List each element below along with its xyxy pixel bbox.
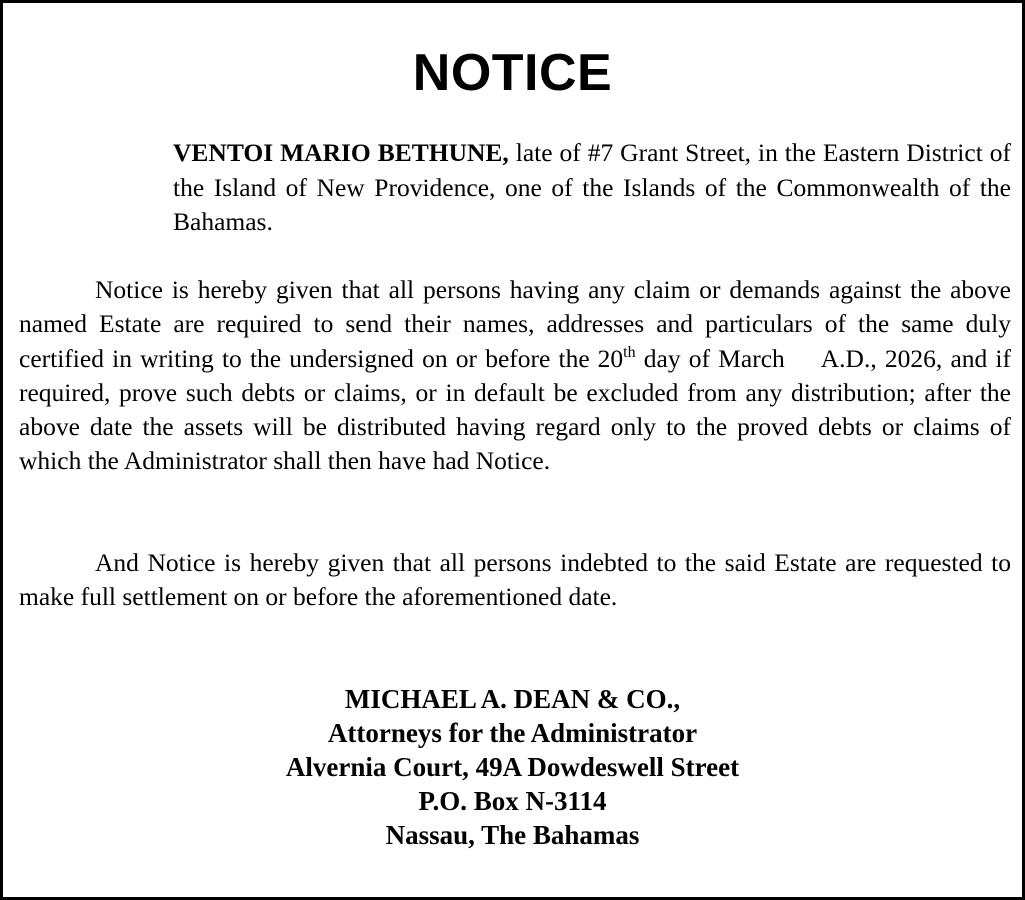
- claims-text-part1: Notice is hereby given that all persons having any claim or demands against the above named Estate are required to send their names, addresses and particulars of the same duly certified in writing to the undersigned on or before the: [19, 275, 1011, 373]
- settlement-paragraph: And Notice is hereby given that all persons indebted to the said Estate are requested to make full settlement on or before the aforementioned date.: [19, 548, 1011, 612]
- claims-text-part2: day of March: [643, 343, 785, 373]
- deceased-details: [173, 136, 1011, 240]
- firm-city: Nassau, The Bahamas: [385, 820, 640, 850]
- deceased-address: late of #7 Grant Street, in the Eastern District of the Island of New Providence, one of the Islands of the Commonwealth of the Bahamas.: [173, 138, 1011, 236]
- claims-day-suffix: th: [623, 343, 636, 361]
- deceased-name: VENTOI MARIO BETHUNE,: [173, 138, 509, 167]
- claims-paragraph: [19, 273, 1011, 479]
- firm-role: Attorneys for the Administrator: [327, 718, 698, 748]
- firm-po-box: P.O. Box N-3114: [418, 786, 607, 816]
- firm-name: MICHAEL A. DEAN & CO.,: [344, 684, 681, 714]
- claims-day-number: 20: [597, 343, 624, 373]
- claims-text-part3: A.D., 2026, and if required, prove such debts or claims, or in default be excluded from any distribution; after the above date the assets will be distributed having regard only to the proved debts or claims of which the Administrator shall then have had Notice.: [19, 343, 1012, 476]
- signature-block: [3, 682, 1022, 852]
- notice-title: NOTICE: [412, 44, 613, 102]
- firm-address: Alvernia Court, 49A Dowdeswell Street: [285, 752, 740, 782]
